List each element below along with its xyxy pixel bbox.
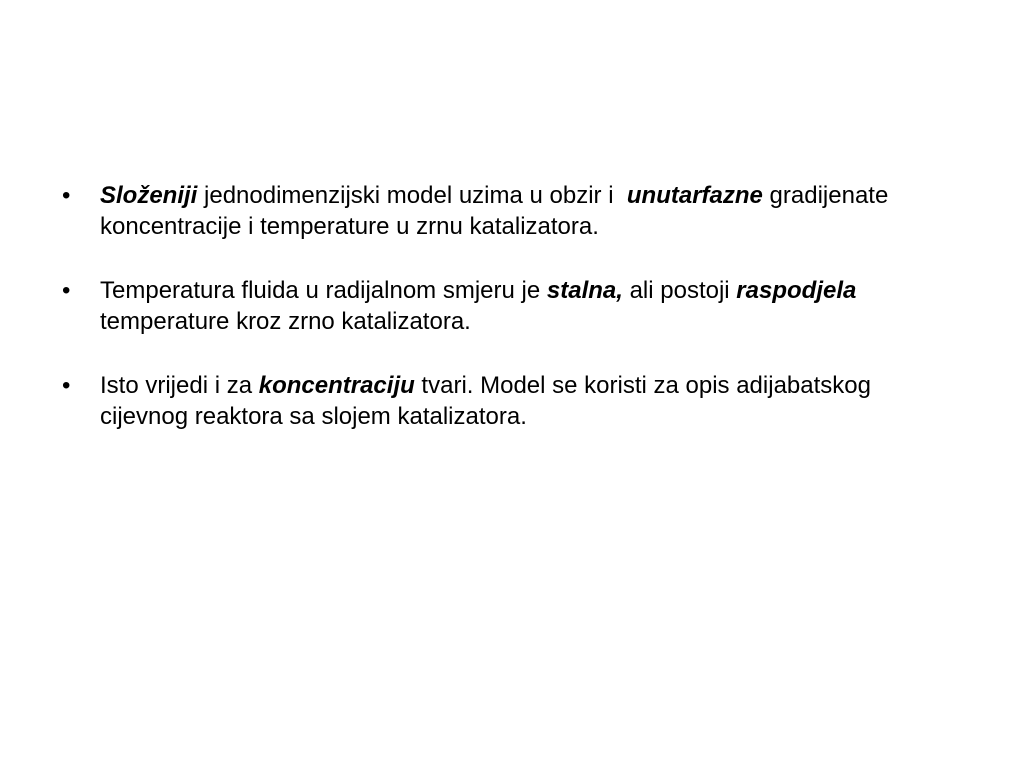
bullet-list [62,180,962,465]
bullet-marker: • [62,182,71,209]
bullet-marker: • [62,372,71,399]
bullet-text: temperature kroz zrno katalizatora. [100,308,471,335]
bullet-item [62,275,962,337]
bullet-text: tvari. Model se koristi za opis adijabatskog cijevnog reaktora sa slojem katalizatora. [100,372,871,430]
bullet-text: Isto vrijedi i za [100,372,259,399]
emphasized-term: koncentraciju [258,372,415,399]
emphasized-term: stalna, [546,277,623,304]
emphasized-term: Složeniji [100,182,198,209]
bullet-text: ali postoji [622,277,737,304]
bullet-text: jednodimenzijski model uzima u obzir i [197,182,627,209]
bullet-text: gradijenate koncentracije i temperature u zrnu katalizatora. [100,182,889,240]
emphasized-term: unutarfazne [626,182,763,209]
bullet-item [62,180,962,242]
emphasized-term: raspodjela [736,277,857,304]
bullet-marker: • [62,277,71,304]
bullet-item [62,370,962,432]
bullet-text: Temperatura fluida u radijalnom smjeru je [100,277,547,304]
